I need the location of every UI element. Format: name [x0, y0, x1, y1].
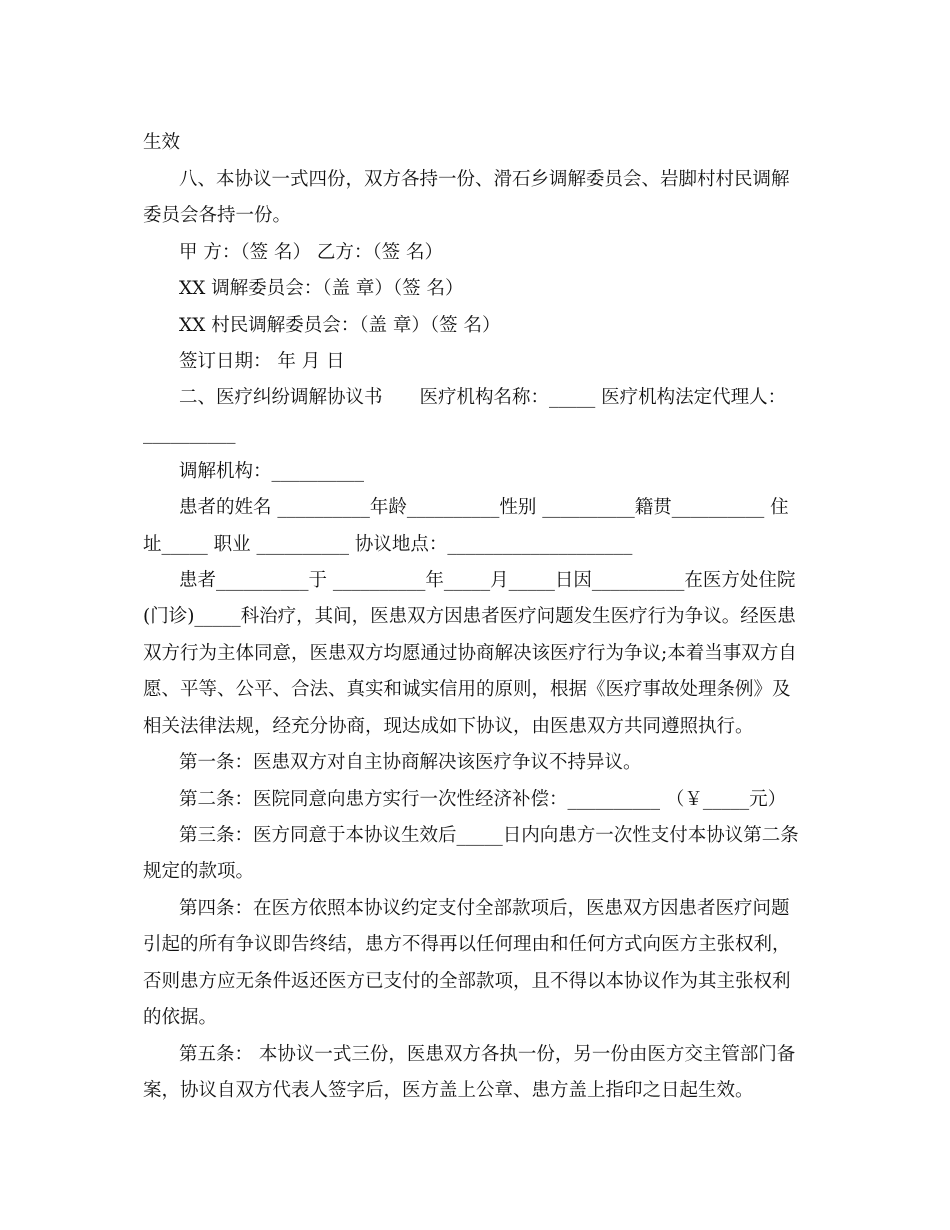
- text-line: 委员会各持一份。: [143, 205, 292, 226]
- text-line: 甲 方：（签 名） 乙方：（签 名）: [179, 242, 444, 263]
- text-line: 规定的款项。: [143, 861, 255, 882]
- text-line: __________: [143, 423, 236, 444]
- text-line: 第三条：医方同意于本协议生效后_____日内向患方一次性支付本协议第二条: [179, 825, 799, 846]
- text-line: 八、本协议一式四份，双方各持一份、滑石乡调解委员会、岩脚村村民调解: [179, 169, 790, 190]
- text-line: 调解机构：__________: [179, 461, 365, 482]
- text-line: 案，协议自双方代表人签字后，医方盖上公章、患方盖上指印之日起生效。: [143, 1080, 754, 1101]
- text-line: 愿、平等、公平、合法、真实和诚实信用的原则，根据《医疗事故处理条例》及: [143, 679, 791, 700]
- text-line: 第四条：在医方依照本协议约定支付全部款项后，医患双方因患者医疗问题: [179, 898, 790, 919]
- text-line: 的依据。: [143, 1007, 218, 1028]
- text-line: 签订日期： 年 月 日: [179, 351, 345, 372]
- text-line: XX 村民调解委员会：（盖 章）（签 名）: [179, 315, 501, 336]
- text-line: 第五条： 本协议一式三份，医患双方各执一份，另一份由医方交主管部门备: [179, 1044, 796, 1065]
- text-line: 址_____ 职业 __________ 协议地点：____________________: [143, 534, 633, 555]
- text-line: 第二条：医院同意向患方实行一次性经济补偿：__________ （￥_____元）: [179, 789, 787, 810]
- text-line: 患者__________于 __________年_____月_____日因__________在医方处住院: [179, 570, 796, 591]
- text-line: (门诊)_____科治疗，其间，医患双方因患者医疗问题发生医疗行为争议。经医患: [143, 606, 796, 627]
- text-line: 相关法律法规，经充分协商，现达成如下协议，由医患双方共同遵照执行。: [143, 716, 754, 737]
- text-line: XX 调解委员会：（盖 章）（签 名）: [179, 278, 464, 299]
- text-line: 第一条：医患双方对自主协商解决该医疗争议不持异议。: [179, 752, 642, 773]
- text-line: 引起的所有争议即告终结，患方不得再以任何理由和任何方式向医方主张权利，: [143, 934, 791, 955]
- text-line: 双方行为主体同意，医患双方均愿通过协商解决该医疗行为争议;本着当事双方自: [143, 643, 797, 664]
- text-line: 二、医疗纠纷调解协议书 医疗机构名称：_____ 医疗机构法定代理人：: [179, 387, 787, 408]
- text-line: 生效: [143, 132, 181, 153]
- text-line: 否则患方应无条件返还医方已支付的全部款项，且不得以本协议作为其主张权利: [143, 971, 791, 992]
- text-line: 患者的姓名 __________年龄__________性别 __________籍贯__________ 住: [179, 497, 789, 518]
